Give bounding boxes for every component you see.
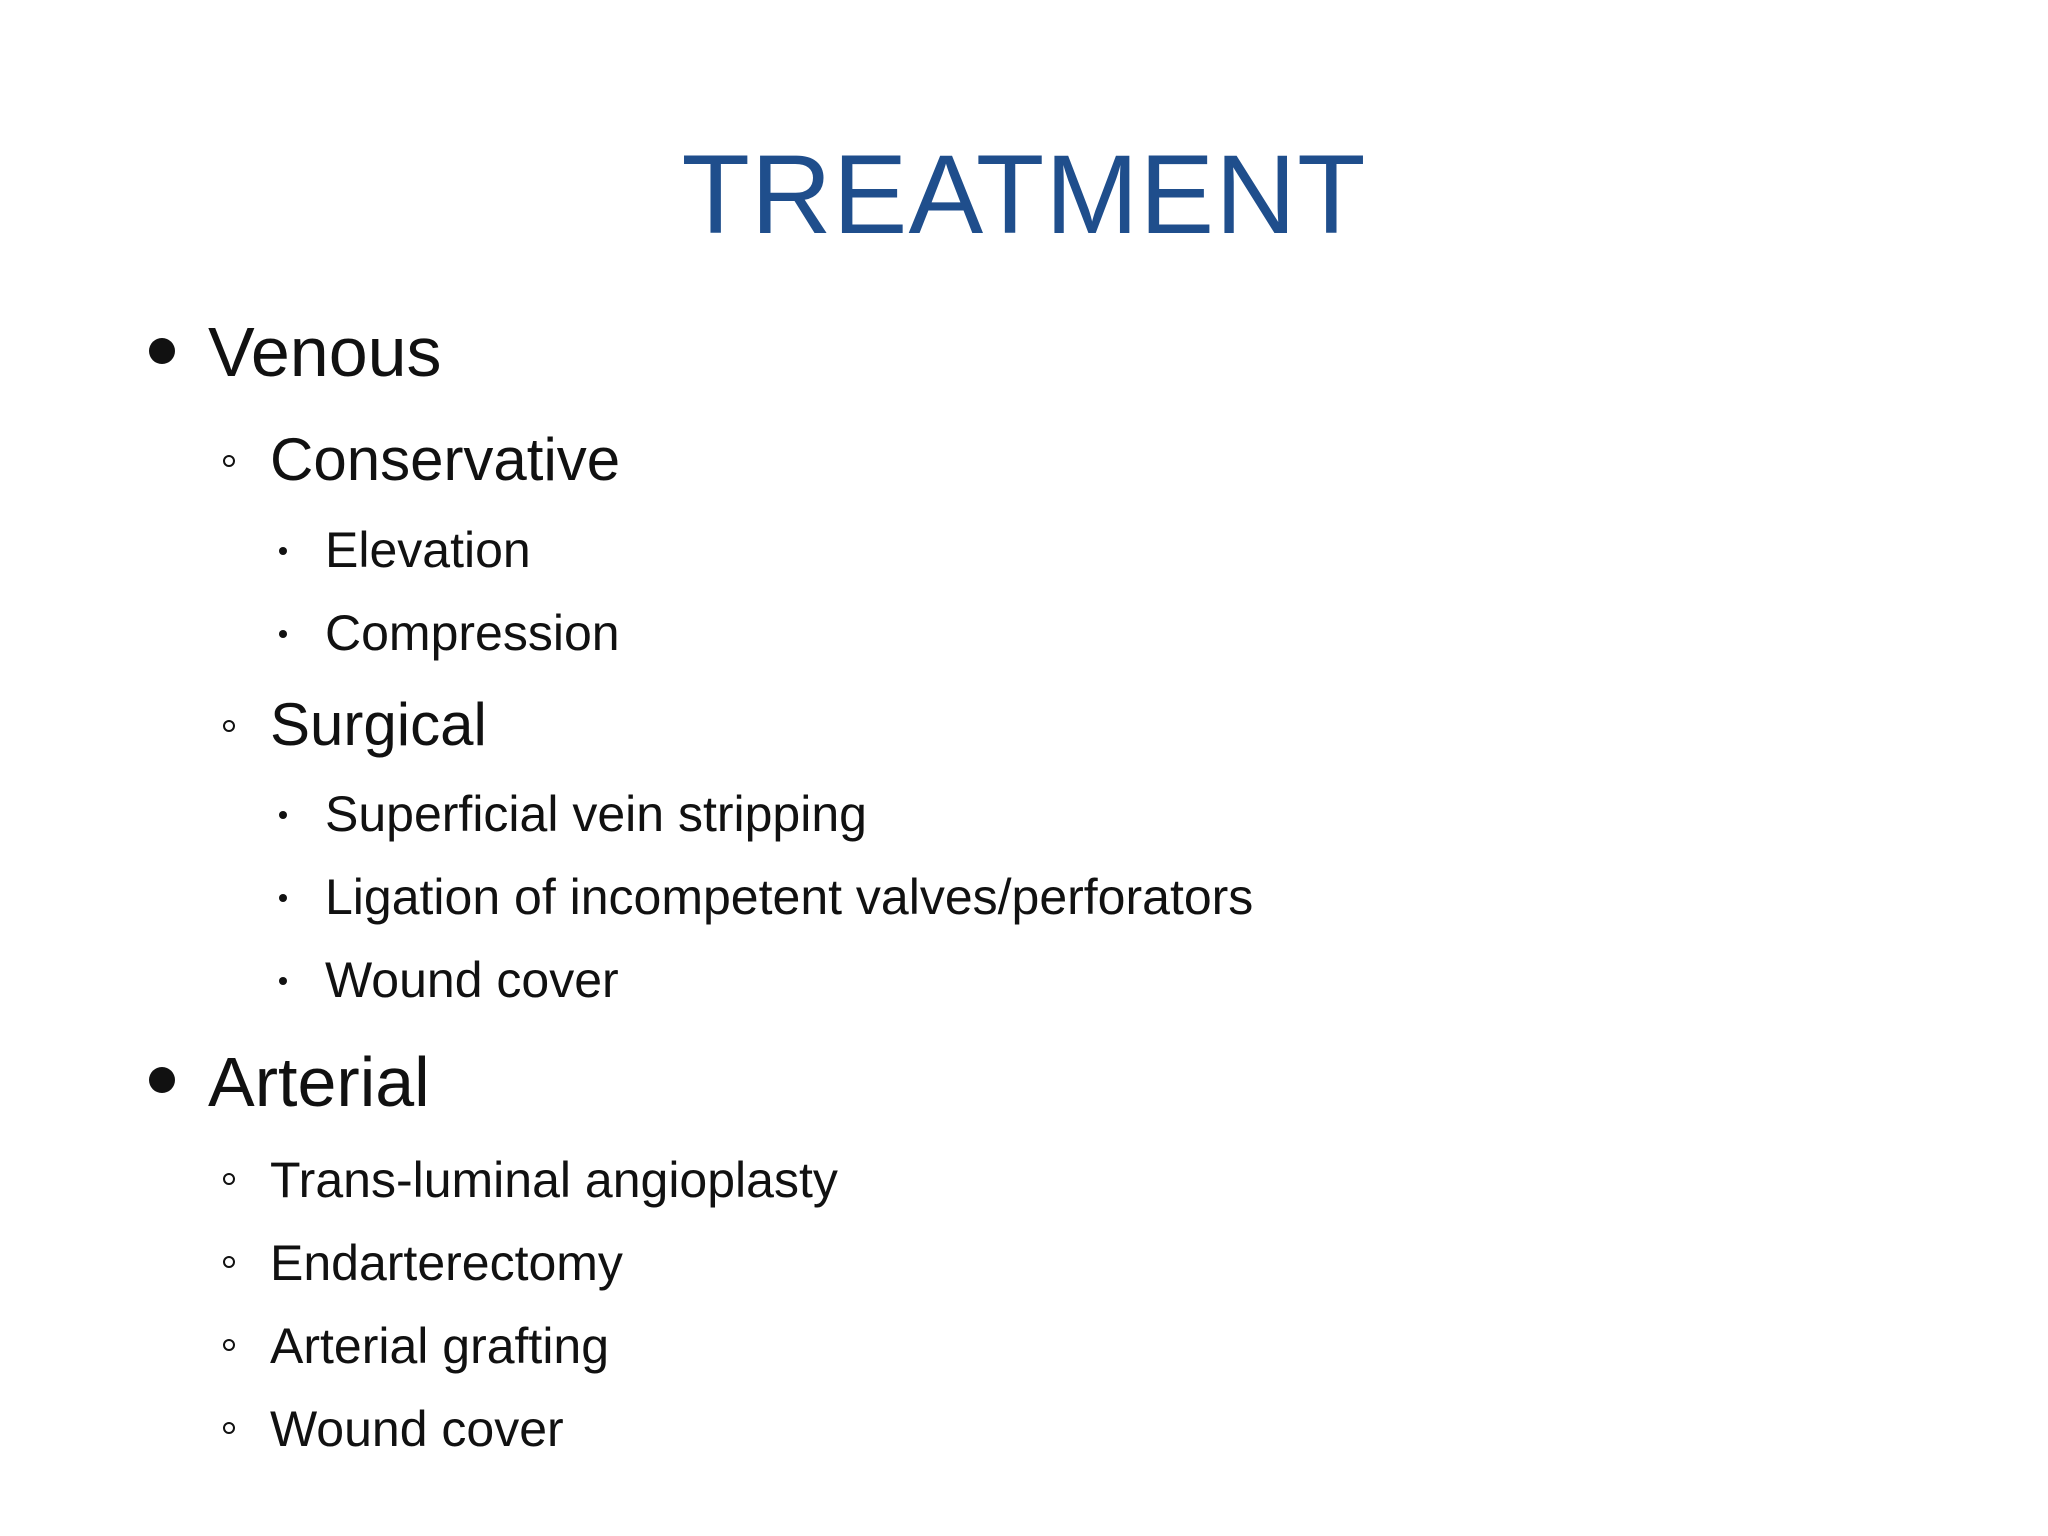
- subsection-label: Trans-luminal angioplasty: [270, 1152, 838, 1208]
- bullet-filled-icon: [149, 1067, 175, 1093]
- slide-title: TREATMENT: [681, 132, 1367, 257]
- bullet-hollow-icon: [223, 1339, 235, 1351]
- subsection-label: Surgical: [270, 691, 487, 758]
- section-label: Venous: [208, 313, 442, 391]
- bullet-hollow-icon: [223, 455, 235, 467]
- bullet-small-icon: [279, 977, 287, 985]
- bullet-hollow-icon: [223, 720, 235, 732]
- bullet-hollow-icon: [223, 1422, 235, 1434]
- section-label: Arterial: [208, 1043, 430, 1121]
- subsection-label: Arterial grafting: [270, 1318, 610, 1374]
- bullet-small-icon: [279, 894, 287, 902]
- bullet-hollow-icon: [223, 1256, 235, 1268]
- bullet-small-icon: [279, 630, 287, 638]
- item-label: Ligation of incompetent valves/perforators: [325, 869, 1254, 925]
- bullet-hollow-icon: [223, 1173, 235, 1185]
- bullet-small-icon: [279, 547, 287, 555]
- bullet-small-icon: [279, 811, 287, 819]
- subsection-label: Wound cover: [270, 1401, 564, 1457]
- subsection-label: Endarterectomy: [270, 1235, 623, 1291]
- item-label: Wound cover: [325, 952, 619, 1008]
- item-label: Elevation: [325, 522, 531, 578]
- item-label: Superficial vein stripping: [325, 786, 867, 842]
- item-label: Compression: [325, 605, 620, 661]
- bullet-filled-icon: [149, 338, 175, 364]
- subsection-label: Conservative: [270, 426, 621, 493]
